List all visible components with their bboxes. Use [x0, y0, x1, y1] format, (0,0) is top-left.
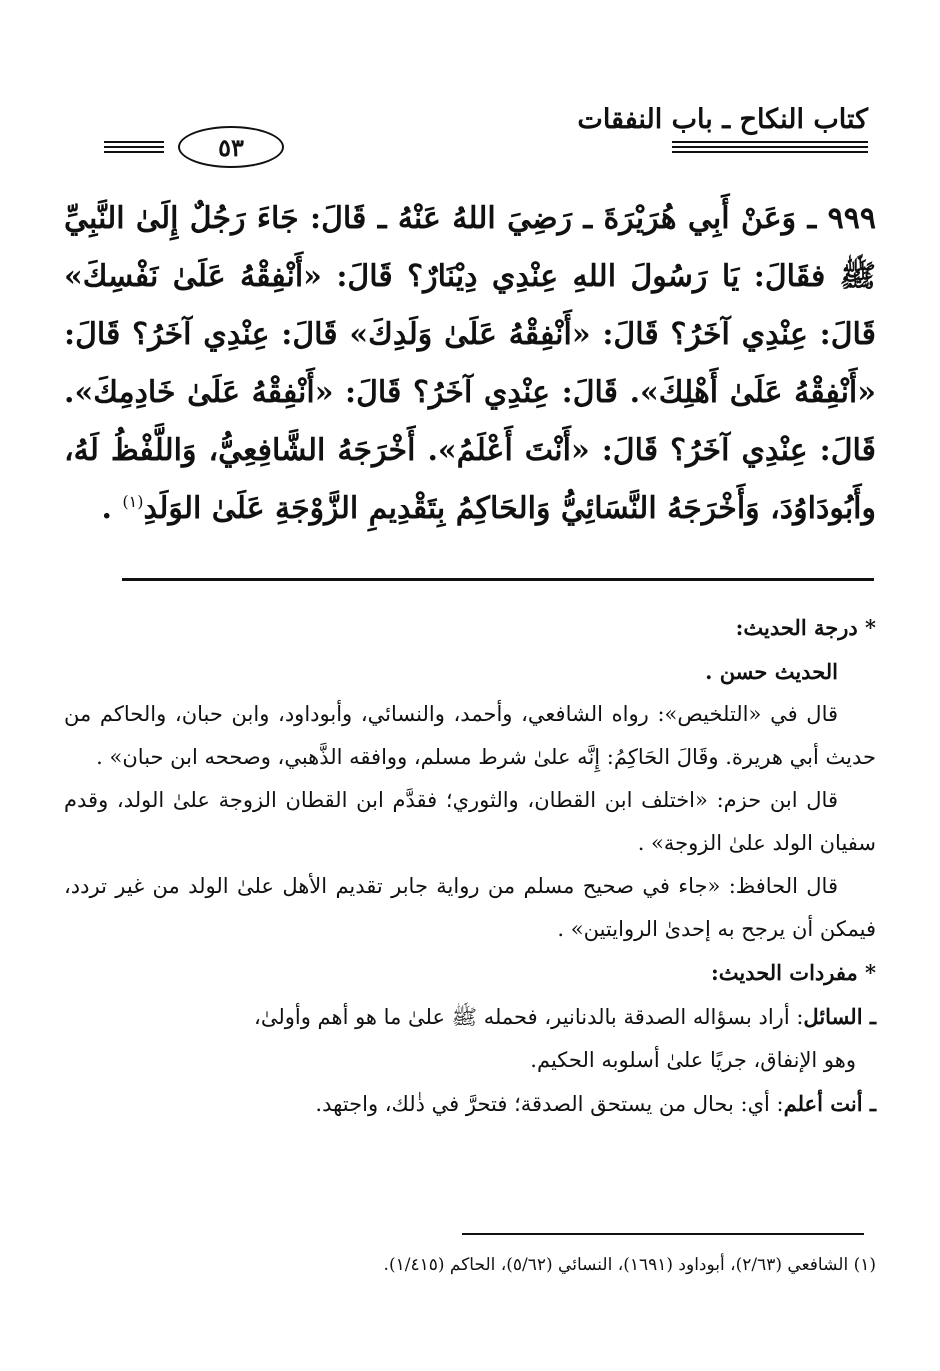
- hadith-body: وَعَنْ أَبِي هُرَيْرَةَ ـ رَضِيَ اللهُ عَنْهُ ـ قَالَ: جَاءَ رَجُلٌ إِلَىٰ النَّبِيِّ ﷺ فقَالَ: يَا رَسُولَ اللهِ عِنْدِي دِيْنَارٌ؟ قَالَ: «أَنْفِقْهُ عَلَىٰ نَفْسِكَ» قَالَ: عِنْدِي آخَرُ؟ قَالَ: «أَنْفِقْهُ عَلَىٰ وَلَدِكَ» قَالَ: عِنْدِي آخَرُ؟ قَالَ: «أَنْفِقْهُ عَلَىٰ أَهْلِكَ». قَالَ: عِنْدِي آخَرُ؟ قَالَ: «أَنْفِقْهُ عَلَىٰ خَادِمِكَ». قَالَ: عِنْدِي آخَرُ؟ قَالَ: «أَنْتَ أَعْلَمُ». أَخْرَجَهُ الشَّافِعِيُّ، وَاللَّفْظُ لَهُ، وأَبُودَاوُدَ، وَأَخْرَجَهُ النَّسَائِيُّ وَالحَاكِمُ بِتَقْدِيمِ الزَّوْجَةِ عَلَىٰ الوَلَدِ: [64, 201, 876, 526]
- grade-verdict: الحديث حسن .: [705, 659, 838, 684]
- hadith-dash: ـ: [807, 201, 817, 236]
- vocab-definition: أي: بحال من يستحق الصدقة؛ فتحرَّ في ذٰلك، واجتهد.: [315, 1092, 770, 1116]
- vocab-term: ـ السائل: [803, 1004, 876, 1029]
- section-separator: [122, 578, 874, 581]
- page-number: ٥٣: [178, 126, 284, 168]
- grade-heading: * درجة الحديث:: [735, 615, 876, 640]
- vocab-separator: :: [789, 1005, 804, 1029]
- header-rule-left: [104, 134, 164, 160]
- vocab-item: [64, 995, 876, 1082]
- hadith-number: ٩٩٩: [827, 201, 876, 236]
- running-title: كتاب النكاح ـ باب النفقات: [577, 104, 868, 135]
- grade-paragraph: قال في «التلخيص»: رواه الشافعي، وأحمد، والنسائي، وأبوداود، وابن حبان، والحاكم من حديث أبي هريرة. وقَالَ الحَاكِمُ: إِنَّه علىٰ شرط مسلم، ووافقه الذَّهبي، وصححه ابن حبان» .: [64, 702, 876, 769]
- vocab-separator: :: [769, 1092, 784, 1116]
- hadith-text-block: [64, 190, 876, 538]
- vocab-definition: أراد بسؤاله الصدقة بالدنانير، فحمله ﷺ علىٰ ما هو أهم وأولىٰ،: [254, 1005, 790, 1029]
- header-rule-right: [672, 134, 868, 160]
- vocab-continuation: وهو الإنفاق، جريًا علىٰ أسلوبه الحكيم.: [530, 1048, 856, 1072]
- footnote-rule: [462, 1233, 864, 1235]
- commentary: [64, 606, 876, 1126]
- footnote-reference[interactable]: (١): [122, 492, 144, 511]
- grade-paragraph: قال الحافظ: «جاء في صحيح مسلم من رواية جابر تقديم الأهل علىٰ الولد من غير تردد، فيمكن أن يرجح به إحدىٰ الروايتين» .: [64, 874, 876, 941]
- vocab-heading: * مفردات الحديث:: [710, 960, 876, 985]
- grade-paragraph: قال ابن حزم: «اختلف ابن القطان، والثوري؛ فقدَّم ابن القطان الزوجة علىٰ الولد، وقدم سفيان الولد علىٰ الزوجة» .: [64, 788, 876, 855]
- footnote: (١) الشافعي (٢/٦٣)، أبوداود (١٦٩١)، النسائي (٥/٦٢)، الحاكم (١/٤١٥).: [383, 1255, 876, 1275]
- hadith-end: .: [101, 491, 123, 526]
- vocab-item: [64, 1082, 876, 1126]
- vocab-term: ـ أنت أعلم: [783, 1091, 876, 1116]
